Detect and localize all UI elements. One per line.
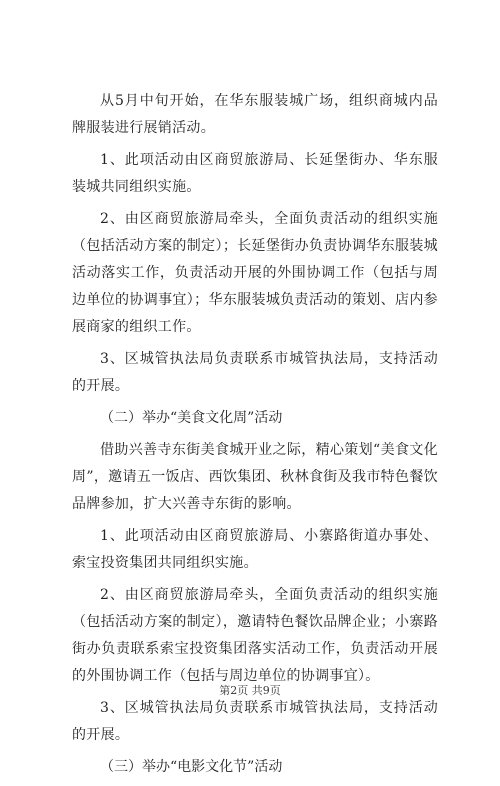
paragraph-food-item-3: 3、区城管执法局负责联系市城管执法局，支持活动的开展。 — [72, 700, 438, 743]
paragraph-intro: 从5月中旬开始，在华东服装城广场，组织商城内品牌服装进行展销活动。 — [72, 93, 438, 136]
paragraph-item-3: 3、区城管执法局负责联系市城管执法局，支持活动的开展。 — [72, 351, 438, 394]
paragraph-food-intro: 借助兴善寺东街美食城开业之际，精心策划“美食文化周”，邀请五一饭店、西饮集团、秋林食街及我市特色餐饮品牌参加，扩大兴善寺东街的影响。 — [72, 442, 438, 512]
paragraph-food-item-2: 2、由区商贸旅游局牵头，全面负责活动的组织实施（包括活动方案的制定），邀请特色餐饮品牌企业；小寨路街办负责联系索宝投资集团落实活动工作，负责活动开展的外围协调工作（包括与周边单位的协调事宜）。 — [72, 587, 438, 684]
page-number-footer: 第2页 共9页 — [219, 684, 281, 697]
paragraph-item-1: 1、此项活动由区商贸旅游局、长延堡街办、华东服装城共同组织实施。 — [72, 152, 438, 195]
section-heading-food-week: （二）举办“美食文化周”活动 — [100, 410, 283, 426]
section-heading-film-festival: （三）举办“电影文化节”活动 — [100, 759, 283, 775]
paragraph-item-2: 2、由区商贸旅游局牵头，全面负责活动的组织实施（包括活动方案的制定）；长延堡街办负责协调华东服装城活动落实工作，负责活动开展的外围协调工作（包括与周边单位的协调事宜）；华东服装城负责活动的策划、店内参展商家的组织工作。 — [72, 211, 438, 335]
paragraph-food-item-1: 1、此项活动由区商贸旅游局、小寨路街道办事处、索宝投资集团共同组织实施。 — [72, 528, 438, 571]
